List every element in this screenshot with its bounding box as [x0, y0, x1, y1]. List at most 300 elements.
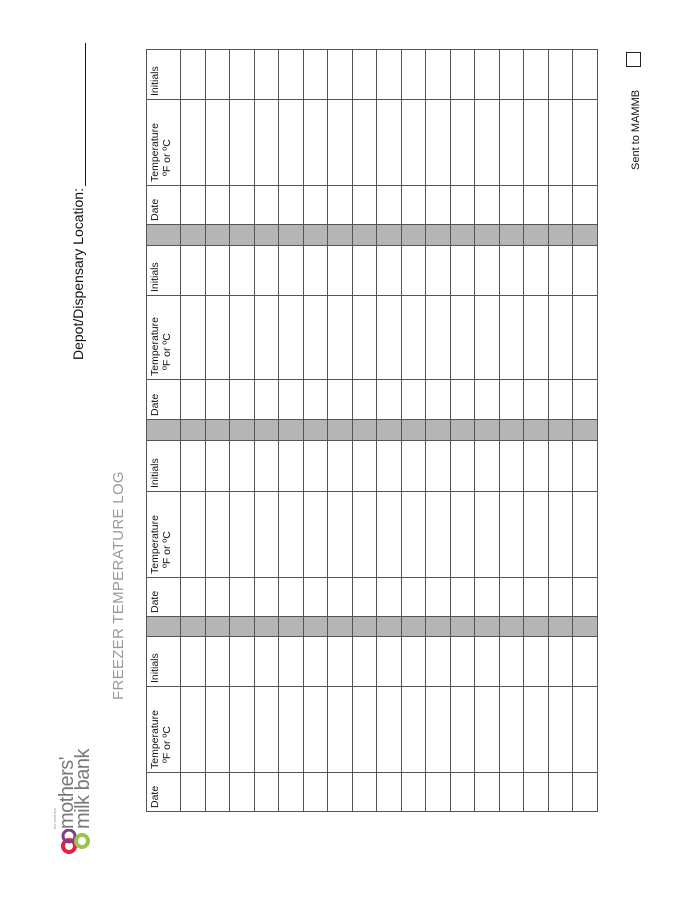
initials-cell[interactable]	[254, 50, 279, 100]
temperature-cell[interactable]	[426, 296, 451, 380]
date-cell[interactable]	[524, 578, 549, 617]
initials-cell[interactable]	[279, 246, 304, 296]
initials-cell[interactable]	[303, 637, 328, 687]
temperature-cell[interactable]	[181, 296, 206, 380]
initials-cell[interactable]	[524, 246, 549, 296]
date-cell[interactable]	[205, 380, 230, 420]
initials-cell[interactable]	[573, 637, 598, 687]
separator-cell	[205, 617, 230, 637]
depot-location-input[interactable]	[71, 43, 86, 186]
initials-cell[interactable]	[524, 50, 549, 100]
date-cell[interactable]	[548, 186, 573, 225]
date-cell[interactable]	[524, 773, 549, 812]
table-row	[377, 50, 402, 812]
date-cell[interactable]	[230, 186, 255, 225]
separator-cell	[205, 225, 230, 246]
temperature-cell[interactable]	[303, 296, 328, 380]
header-label: Temperature	[149, 710, 161, 769]
initials-cell[interactable]	[328, 637, 353, 687]
logo-text-line1: mothers'	[56, 756, 78, 829]
temperature-cell[interactable]	[524, 492, 549, 578]
date-cell[interactable]	[573, 186, 598, 225]
separator-cell	[230, 617, 255, 637]
date-cell[interactable]	[328, 578, 353, 617]
date-cell[interactable]	[328, 380, 353, 420]
initials-cell[interactable]	[573, 246, 598, 296]
initials-cell[interactable]	[181, 50, 206, 100]
header-label: Temperature	[149, 317, 161, 376]
date-cell[interactable]	[401, 578, 426, 617]
date-cell[interactable]	[475, 773, 500, 812]
temperature-cell[interactable]	[377, 492, 402, 578]
date-cell[interactable]	[401, 380, 426, 420]
temperature-cell[interactable]	[573, 687, 598, 773]
date-cell[interactable]	[450, 578, 475, 617]
separator-cell	[426, 225, 451, 246]
logo-infinity-icon	[52, 829, 98, 855]
separator-cell	[230, 225, 255, 246]
initials-cell[interactable]	[548, 50, 573, 100]
temperature-cell[interactable]	[426, 687, 451, 773]
temperature-log-table	[146, 49, 598, 812]
separator-cell	[426, 420, 451, 441]
temperature-cell[interactable]	[499, 296, 524, 380]
separator-cell	[573, 420, 598, 441]
initials-cell[interactable]	[548, 441, 573, 492]
header-initials	[147, 441, 181, 492]
initials-cell[interactable]	[401, 637, 426, 687]
initials-cell[interactable]	[279, 441, 304, 492]
table-row	[352, 50, 377, 812]
temperature-cell[interactable]	[303, 492, 328, 578]
date-cell[interactable]	[548, 380, 573, 420]
separator-cell	[475, 225, 500, 246]
separator-cell	[254, 617, 279, 637]
separator-header-cell	[147, 420, 181, 441]
temperature-cell[interactable]	[573, 296, 598, 380]
initials-cell[interactable]	[303, 441, 328, 492]
temperature-cell[interactable]	[205, 687, 230, 773]
date-cell[interactable]	[475, 186, 500, 225]
date-cell[interactable]	[254, 186, 279, 225]
temperature-cell[interactable]	[401, 100, 426, 186]
initials-cell[interactable]	[352, 637, 377, 687]
date-cell[interactable]	[181, 380, 206, 420]
separator-cell	[181, 225, 206, 246]
date-cell[interactable]	[450, 773, 475, 812]
separator-cell	[401, 225, 426, 246]
date-cell[interactable]	[328, 186, 353, 225]
date-cell[interactable]	[205, 578, 230, 617]
temperature-cell[interactable]	[279, 492, 304, 578]
date-cell[interactable]	[426, 773, 451, 812]
initials-cell[interactable]	[279, 50, 304, 100]
header-date	[147, 773, 181, 812]
header-temperature	[147, 296, 181, 380]
separator-cell	[303, 420, 328, 441]
initials-cell[interactable]	[377, 50, 402, 100]
date-cell[interactable]	[303, 380, 328, 420]
temperature-cell[interactable]	[230, 296, 255, 380]
separator-cell	[401, 420, 426, 441]
header-label: Date	[149, 590, 161, 613]
date-cell[interactable]	[450, 186, 475, 225]
separator-cell	[573, 225, 598, 246]
separator-cell	[524, 617, 549, 637]
initials-cell[interactable]	[573, 50, 598, 100]
initials-cell[interactable]	[548, 637, 573, 687]
temperature-cell[interactable]	[230, 100, 255, 186]
initials-cell[interactable]	[230, 637, 255, 687]
header-unit: ºF or ºC	[161, 726, 173, 763]
temperature-cell[interactable]	[426, 492, 451, 578]
table-row	[181, 50, 206, 812]
temperature-cell[interactable]	[328, 492, 353, 578]
table-row	[303, 50, 328, 812]
date-cell[interactable]	[230, 578, 255, 617]
separator-cell	[401, 617, 426, 637]
initials-cell[interactable]	[450, 441, 475, 492]
header-date	[147, 578, 181, 617]
separator-cell	[475, 420, 500, 441]
initials-cell[interactable]	[181, 637, 206, 687]
header-temperature	[147, 687, 181, 773]
initials-cell[interactable]	[548, 246, 573, 296]
separator-cell	[548, 420, 573, 441]
temperature-cell[interactable]	[401, 492, 426, 578]
temperature-cell[interactable]	[573, 492, 598, 578]
temperature-cell[interactable]	[205, 296, 230, 380]
header-label: Initials	[149, 66, 161, 96]
date-cell[interactable]	[401, 186, 426, 225]
logo-tagline: the mothers'	[52, 807, 57, 829]
temperature-cell[interactable]	[352, 687, 377, 773]
header-date	[147, 380, 181, 420]
date-cell[interactable]	[573, 578, 598, 617]
temperature-cell[interactable]	[328, 687, 353, 773]
sent-to-mammb-checkbox[interactable]	[626, 52, 641, 67]
temperature-cell[interactable]	[352, 296, 377, 380]
date-cell[interactable]	[328, 773, 353, 812]
initials-cell[interactable]	[205, 50, 230, 100]
depot-location-label: Depot/Dispensary Location:	[70, 188, 86, 360]
temperature-cell[interactable]	[303, 100, 328, 186]
separator-cell	[352, 225, 377, 246]
header-temperature	[147, 492, 181, 578]
table-row	[205, 50, 230, 812]
temperature-cell[interactable]	[328, 296, 353, 380]
header-label: Initials	[149, 653, 161, 683]
temperature-cell[interactable]	[573, 100, 598, 186]
initials-cell[interactable]	[230, 50, 255, 100]
initials-cell[interactable]	[352, 50, 377, 100]
separator-cell	[254, 225, 279, 246]
temperature-cell[interactable]	[181, 100, 206, 186]
separator-cell	[303, 225, 328, 246]
temperature-cell[interactable]	[450, 100, 475, 186]
initials-cell[interactable]	[524, 441, 549, 492]
temperature-cell[interactable]	[377, 100, 402, 186]
separator-cell	[205, 420, 230, 441]
temperature-cell[interactable]	[450, 296, 475, 380]
temperature-cell[interactable]	[303, 687, 328, 773]
separator-cell	[573, 617, 598, 637]
date-cell[interactable]	[279, 186, 304, 225]
date-cell[interactable]	[181, 186, 206, 225]
separator-cell	[279, 617, 304, 637]
date-cell[interactable]	[475, 578, 500, 617]
header-initials	[147, 637, 181, 687]
date-cell[interactable]	[426, 186, 451, 225]
date-cell[interactable]	[573, 380, 598, 420]
header-unit: ºF or ºC	[161, 333, 173, 370]
initials-cell[interactable]	[401, 246, 426, 296]
initials-cell[interactable]	[230, 246, 255, 296]
temperature-cell[interactable]	[279, 100, 304, 186]
temperature-cell[interactable]	[230, 687, 255, 773]
date-cell[interactable]	[548, 578, 573, 617]
table-row	[426, 50, 451, 812]
initials-cell[interactable]	[205, 246, 230, 296]
initials-cell[interactable]	[377, 637, 402, 687]
initials-cell[interactable]	[377, 441, 402, 492]
temperature-cell[interactable]	[254, 100, 279, 186]
initials-cell[interactable]	[377, 246, 402, 296]
date-cell[interactable]	[254, 380, 279, 420]
temperature-cell[interactable]	[548, 492, 573, 578]
date-cell[interactable]	[426, 578, 451, 617]
header-unit: ºF or ºC	[161, 531, 173, 568]
table-row	[328, 50, 353, 812]
date-cell[interactable]	[279, 578, 304, 617]
date-cell[interactable]	[524, 186, 549, 225]
separator-cell	[499, 420, 524, 441]
temperature-cell[interactable]	[254, 492, 279, 578]
temperature-cell[interactable]	[548, 296, 573, 380]
temperature-cell[interactable]	[279, 296, 304, 380]
page-title: FREEZER TEMPERATURE LOG	[110, 471, 127, 700]
date-cell[interactable]	[303, 578, 328, 617]
table-row	[401, 50, 426, 812]
temperature-cell[interactable]	[426, 100, 451, 186]
initials-cell[interactable]	[254, 441, 279, 492]
date-cell[interactable]	[352, 773, 377, 812]
separator-cell	[328, 420, 353, 441]
initials-cell[interactable]	[499, 50, 524, 100]
initials-cell[interactable]	[426, 50, 451, 100]
temperature-cell[interactable]	[475, 687, 500, 773]
date-cell[interactable]	[230, 773, 255, 812]
temperature-cell[interactable]	[499, 100, 524, 186]
initials-cell[interactable]	[426, 637, 451, 687]
temperature-cell[interactable]	[475, 100, 500, 186]
date-cell[interactable]	[377, 380, 402, 420]
temperature-cell[interactable]	[499, 492, 524, 578]
date-cell[interactable]	[254, 578, 279, 617]
separator-cell	[450, 617, 475, 637]
separator-cell	[352, 420, 377, 441]
date-cell[interactable]	[499, 186, 524, 225]
table-row	[230, 50, 255, 812]
initials-cell[interactable]	[426, 441, 451, 492]
separator-cell	[548, 617, 573, 637]
header-label: Temperature	[149, 515, 161, 574]
initials-cell[interactable]	[475, 50, 500, 100]
date-cell[interactable]	[573, 773, 598, 812]
date-cell[interactable]	[450, 380, 475, 420]
date-cell[interactable]	[205, 186, 230, 225]
table-row	[524, 50, 549, 812]
header-label: Date	[149, 198, 161, 221]
date-cell[interactable]	[279, 380, 304, 420]
date-cell[interactable]	[205, 773, 230, 812]
separator-cell	[548, 225, 573, 246]
temperature-cell[interactable]	[475, 492, 500, 578]
date-cell[interactable]	[230, 380, 255, 420]
temperature-cell[interactable]	[328, 100, 353, 186]
date-cell[interactable]	[499, 380, 524, 420]
logo-text-line2: milk bank	[72, 749, 94, 829]
header-label: Initials	[149, 458, 161, 488]
date-cell[interactable]	[181, 773, 206, 812]
initials-cell[interactable]	[303, 246, 328, 296]
initials-cell[interactable]	[205, 637, 230, 687]
initials-cell[interactable]	[401, 441, 426, 492]
date-cell[interactable]	[377, 578, 402, 617]
separator-cell	[499, 617, 524, 637]
initials-cell[interactable]	[499, 441, 524, 492]
temperature-cell[interactable]	[279, 687, 304, 773]
temperature-cell[interactable]	[524, 100, 549, 186]
initials-cell[interactable]	[450, 50, 475, 100]
temperature-cell[interactable]	[475, 296, 500, 380]
table-row	[573, 50, 598, 812]
initials-cell[interactable]	[254, 637, 279, 687]
separator-cell	[426, 617, 451, 637]
temperature-cell[interactable]	[205, 100, 230, 186]
date-cell[interactable]	[181, 578, 206, 617]
initials-cell[interactable]	[279, 637, 304, 687]
date-cell[interactable]	[377, 773, 402, 812]
date-cell[interactable]	[499, 773, 524, 812]
initials-cell[interactable]	[450, 637, 475, 687]
separator-cell	[377, 420, 402, 441]
temperature-cell[interactable]	[181, 492, 206, 578]
separator-header-cell	[147, 225, 181, 246]
separator-cell	[352, 617, 377, 637]
separator-header-cell	[147, 617, 181, 637]
date-cell[interactable]	[401, 773, 426, 812]
separator-cell	[230, 420, 255, 441]
initials-cell[interactable]	[328, 246, 353, 296]
initials-cell[interactable]	[181, 246, 206, 296]
temperature-cell[interactable]	[401, 296, 426, 380]
temperature-cell[interactable]	[548, 687, 573, 773]
header-label: Initials	[149, 262, 161, 292]
initials-cell[interactable]	[181, 441, 206, 492]
temperature-cell[interactable]	[377, 687, 402, 773]
initials-cell[interactable]	[352, 246, 377, 296]
temperature-cell[interactable]	[450, 687, 475, 773]
temperature-cell[interactable]	[254, 687, 279, 773]
separator-cell	[475, 617, 500, 637]
separator-cell	[328, 225, 353, 246]
temperature-cell[interactable]	[352, 100, 377, 186]
initials-cell[interactable]	[475, 246, 500, 296]
initials-cell[interactable]	[499, 637, 524, 687]
date-cell[interactable]	[524, 380, 549, 420]
date-cell[interactable]	[548, 773, 573, 812]
initials-cell[interactable]	[230, 441, 255, 492]
sent-to-mammb-label: Sent to MAMMB	[630, 89, 642, 170]
initials-cell[interactable]	[352, 441, 377, 492]
separator-cell	[328, 617, 353, 637]
date-cell[interactable]	[352, 186, 377, 225]
header-unit: ºF or ºC	[161, 139, 173, 176]
temperature-cell[interactable]	[254, 296, 279, 380]
date-cell[interactable]	[352, 578, 377, 617]
date-cell[interactable]	[352, 380, 377, 420]
initials-cell[interactable]	[524, 637, 549, 687]
initials-cell[interactable]	[328, 441, 353, 492]
temperature-cell[interactable]	[230, 492, 255, 578]
separator-cell	[181, 617, 206, 637]
initials-cell[interactable]	[475, 637, 500, 687]
separator-cell	[524, 225, 549, 246]
temperature-cell[interactable]	[450, 492, 475, 578]
initials-cell[interactable]	[426, 246, 451, 296]
separator-cell	[450, 420, 475, 441]
initials-cell[interactable]	[499, 246, 524, 296]
separator-cell	[279, 225, 304, 246]
header-label: Date	[149, 393, 161, 416]
initials-cell[interactable]	[475, 441, 500, 492]
header-label: Date	[149, 785, 161, 808]
temperature-cell[interactable]	[524, 296, 549, 380]
separator-cell	[450, 225, 475, 246]
table-header-row	[147, 50, 181, 812]
header-initials	[147, 246, 181, 296]
temperature-cell[interactable]	[352, 492, 377, 578]
temperature-cell[interactable]	[401, 687, 426, 773]
date-cell[interactable]	[279, 773, 304, 812]
initials-cell[interactable]	[303, 50, 328, 100]
temperature-cell[interactable]	[181, 687, 206, 773]
temperature-cell[interactable]	[524, 687, 549, 773]
initials-cell[interactable]	[573, 441, 598, 492]
separator-cell	[279, 420, 304, 441]
date-cell[interactable]	[303, 186, 328, 225]
temperature-cell[interactable]	[377, 296, 402, 380]
date-cell[interactable]	[303, 773, 328, 812]
initials-cell[interactable]	[450, 246, 475, 296]
separator-cell	[181, 420, 206, 441]
initials-cell[interactable]	[401, 50, 426, 100]
temperature-cell[interactable]	[548, 100, 573, 186]
initials-cell[interactable]	[328, 50, 353, 100]
header-initials	[147, 50, 181, 100]
date-cell[interactable]	[254, 773, 279, 812]
date-cell[interactable]	[475, 380, 500, 420]
initials-cell[interactable]	[254, 246, 279, 296]
date-cell[interactable]	[377, 186, 402, 225]
date-cell[interactable]	[499, 578, 524, 617]
table-row	[279, 50, 304, 812]
initials-cell[interactable]	[205, 441, 230, 492]
date-cell[interactable]	[426, 380, 451, 420]
temperature-cell[interactable]	[499, 687, 524, 773]
temperature-cell[interactable]	[205, 492, 230, 578]
